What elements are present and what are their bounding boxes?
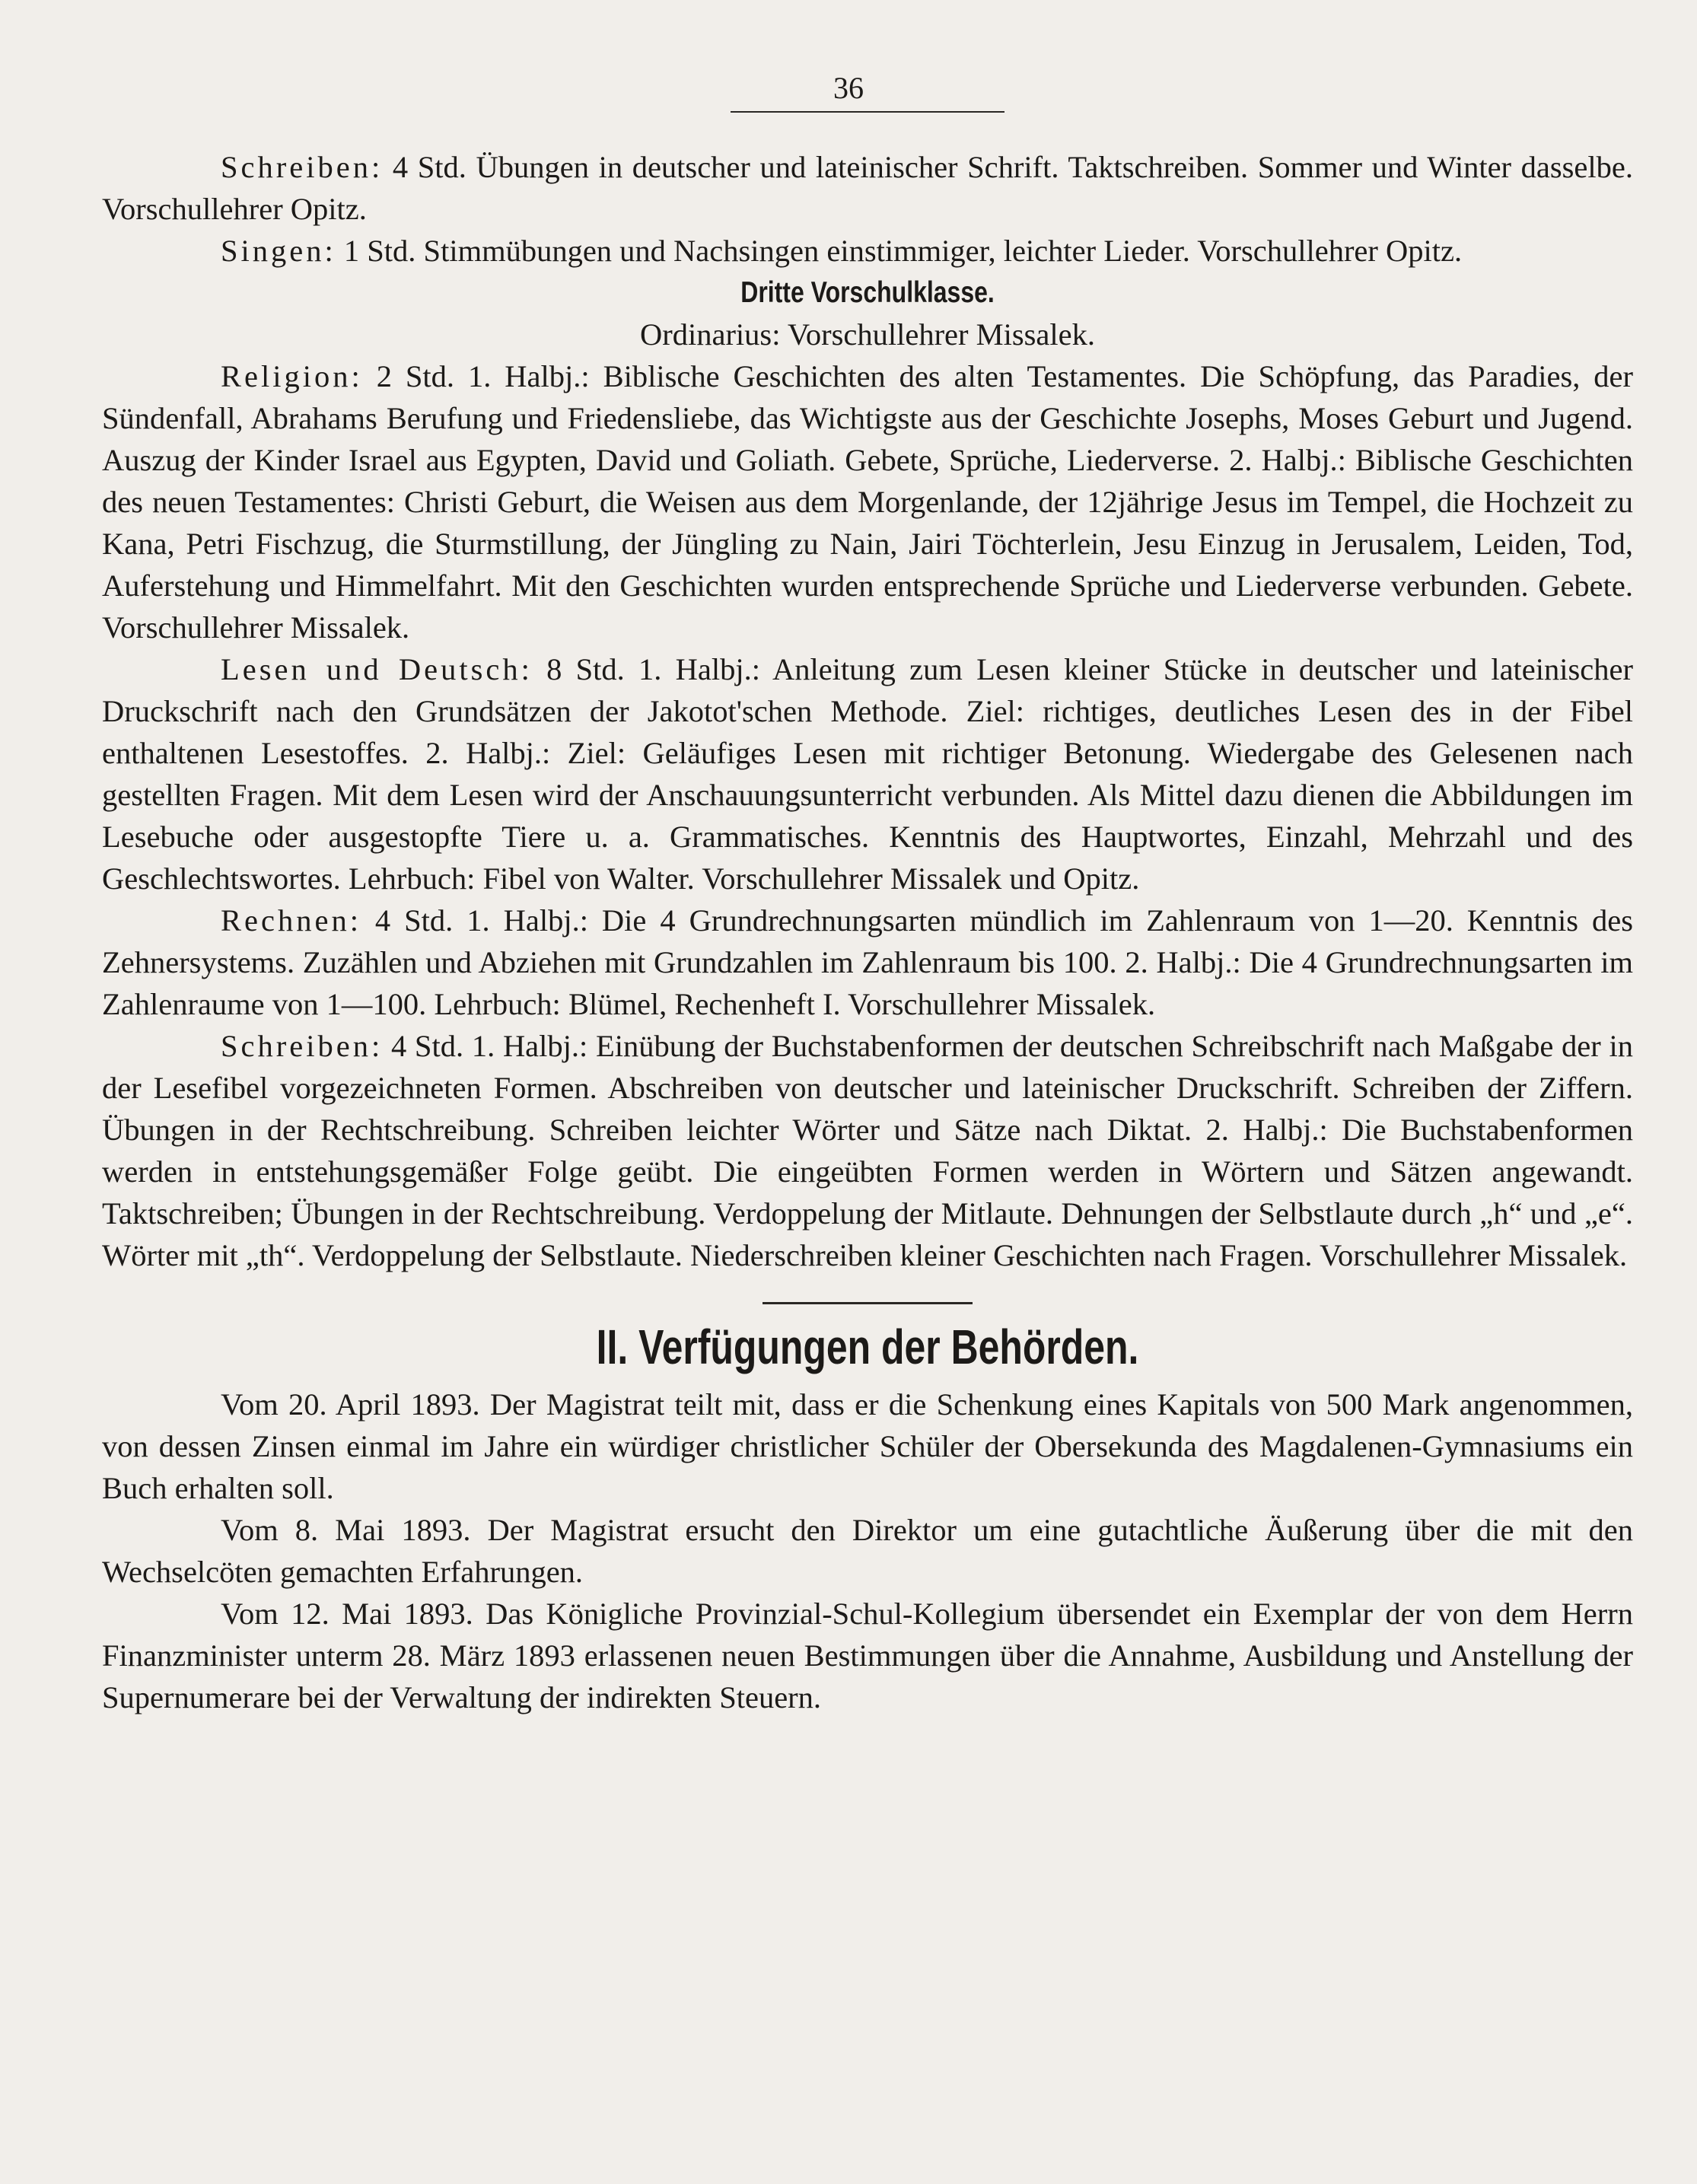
paragraph-schreiben-2 [102,1025,1633,1276]
paragraph-text: 4 Std. Übungen in deutscher und lateinischer Schrift. Taktschreiben. Sommer und Winter dasselbe. Vorschullehrer Opitz. [102,150,1633,226]
page-number: 36 [833,71,864,105]
paragraph-schreiben [102,146,1633,230]
paragraph-text: 2 Std. 1. Halbj.: Biblische Geschichten des alten Testamentes. Die Schöpfung, das Paradies, der Sündenfall, Abrahams Berufung und Friedensliebe, das Wichtigste aus der Geschichte Josephs, Moses Geburt und Jugend. Auszug der Kinder Israel aus Egypten, David und Goliath. Gebete, Sprüche, Liederverse. 2. Halbj.: Biblische Geschichten des neuen Testamentes: Christi Geburt, die Weisen aus dem Morgenlande, der 12jährige Jesus im Tempel, die Hochzeit zu Kana, Petri Fischzug, die Sturmstillung, der Jüngling zu Nain, Jairi Töchterlein, Jesu Einzug in Jerusalem, Leiden, Tod, Auferstehung und Himmelfahrt. Mit den Geschichten wurden entsprechende Sprüche und Liederverse verbunden. Gebete. Vorschullehrer Missalek. [102,359,1633,645]
subject-label: Rechnen: [221,903,361,938]
subject-label: Religion: [221,359,363,393]
subject-label: Schreiben: [221,150,384,184]
page-body [102,146,1633,1718]
decree-entry: Vom 12. Mai 1893. Das Königliche Provinzial-Schul-Kollegium übersendet ein Exemplar der von dem Herrn Finanzminister unterm 28. März 1893 erlassenen neuen Bestimmungen über die Annahme, Ausbildung und Anstellung der Supernumerare bei der Verwaltung der indirekten Steuern. [102,1597,1633,1714]
decree-entry: Vom 20. April 1893. Der Magistrat teilt mit, dass er die Schenkung eines Kapitals von 500 Mark angenommen, von dessen Zinsen einmal im Jahre ein würdiger christlicher Schüler der Obersekunda des Magdalenen-Gymnasiums ein Buch erhalten soll. [102,1387,1633,1505]
section-divider [763,1302,973,1304]
paragraph-religion [102,355,1633,648]
class-heading: Dritte Vorschulklasse. [740,276,995,309]
paragraph-rechnen [102,899,1633,1025]
subject-label: Singen: [221,234,336,268]
paragraph-text: 4 Std. 1. Halbj.: Die 4 Grundrechnungsarten mündlich im Zahlenraum von 1—20. Kenntnis des Zehnersystems. Zuzählen und Abziehen mit Grundzahlen im Zahlenraum bis 100. 2. Halbj.: Die 4 Grundrechnungsarten im Zahlenraume von 1—100. Lehrbuch: Blümel, Rechenheft I. Vorschullehrer Missalek. [102,903,1633,1021]
decree-entry: Vom 8. Mai 1893. Der Magistrat ersucht den Direktor um eine gutachtliche Äußerung über die mit den Wechselcöten gemachten Erfahrungen. [102,1513,1633,1589]
section-heading: II. Verfügungen der Behörden. [596,1320,1139,1374]
paragraph-text: 1 Std. Stimmübungen und Nachsingen einstimmiger, leichter Lieder. Vorschullehrer Opitz. [336,234,1463,268]
paragraph-lesen [102,648,1633,899]
paragraph-text: 4 Std. 1. Halbj.: Einübung der Buchstabenformen der deutschen Schreibschrift nach Maßgabe der in der Lesefibel vorgezeichneten Formen. Abschreiben von deutscher und lateinischer Druckschrift. Schreiben der Ziffern. Übungen in der Rechtschreibung. Schreiben leichter Wörter und Sätze nach Diktat. 2. Halbj.: Die Buchstabenformen werden in entstehungsgemäßer Folge geübt. Die eingeübten Formen werden in Wörtern und Sätzen angewandt. Taktschreiben; Übungen in der Rechtschreibung. Verdoppelung der Mitlaute. Dehnungen der Selbstlaute durch „h“ und „e“. Wörter mit „th“. Verdoppelung der Selbstlaute. Niederschreiben kleiner Geschichten nach Fragen. Vorschullehrer Missalek. [102,1029,1633,1272]
subject-label: Schreiben: [221,1029,384,1063]
paragraph-singen [102,230,1633,272]
subject-label: Lesen und Deutsch: [221,652,533,686]
header-rule [731,111,1005,113]
paragraph-text: 8 Std. 1. Halbj.: Anleitung zum Lesen kleiner Stücke in deutscher und lateinischer Druckschrift nach den Grundsätzen der Jakotot'schen Methode. Ziel: richtiges, deutliches Lesen des in der Fibel enthaltenen Lesestoffes. 2. Halbj.: Ziel: Geläufiges Lesen mit richtiger Betonung. Wiedergabe des Gelesenen nach gestellten Fragen. Mit dem Lesen wird der Anschauungsunterricht verbunden. Als Mittel dazu dienen die Abbildungen im Lesebuche oder ausgestopfte Tiere u. a. Grammatisches. Kenntnis des Hauptwortes, Einzahl, Mehrzahl und des Geschlechtswortes. Lehrbuch: Fibel von Walter. Vorschullehrer Missalek und Opitz. [102,652,1633,896]
ordinarius-line: Ordinarius: Vorschullehrer Missalek. [639,317,1096,352]
